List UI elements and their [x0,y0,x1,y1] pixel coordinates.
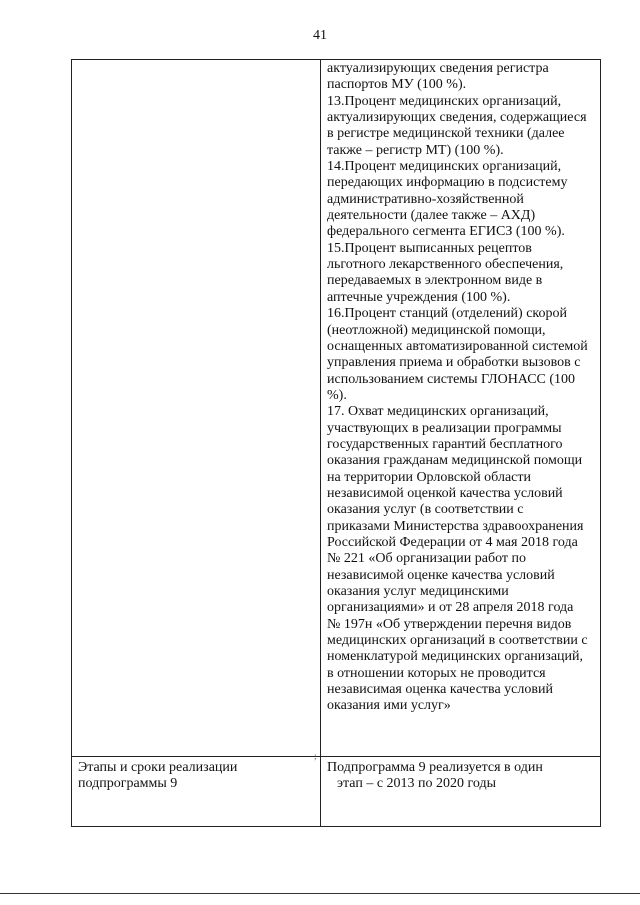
indicator-line: участвующих в реализации программы [327,420,562,436]
page-number: 41 [313,28,327,43]
scan-artifact-mark: ; [314,751,317,761]
stages-label-line: подпрограммы 9 [78,776,178,792]
indicator-line: на территории Орловской области [327,469,531,485]
stages-value-line: Подпрограмма 9 реализуется в один [327,760,543,775]
indicator-line: в регистре медицинской техники (далее [327,126,565,142]
table-cell-stages-label [72,757,321,827]
indicator-line: %). [327,387,347,403]
indicator-line: (неотложной) медицинской помощи, [327,322,546,338]
indicator-line: медицинских организаций в соответствии с [327,633,588,649]
indicator-line: 17. Охват медицинских организаций, [327,404,549,420]
stages-label-line: Этапы и сроки реализации [78,760,238,775]
indicator-line: федерального сегмента ЕГИСЗ (100 %). [327,224,565,240]
indicator-line: организациями» и от 28 апреля 2018 года [327,600,574,616]
indicator-line: государственных гарантий бесплатного [327,436,563,452]
indicator-line: передающих информацию в подсистему [327,175,568,191]
table-row-stages [72,757,601,827]
stages-value-text [321,757,600,793]
indicator-line: паспортов МУ (100 %). [327,77,467,93]
indicator-line: актуализирующих сведения регистра [327,61,549,76]
indicator-line: оказания услуг (в соответствии с [327,502,524,518]
indicator-line: независимая оценка качества условий [327,682,553,698]
stages-value-line: этап – с 2013 по 2020 годы [337,776,497,792]
indicator-line: управления приема и обработки вызовов с [327,355,581,371]
indicator-line: актуализирующих сведения, содержащиеся [327,110,587,126]
indicator-line: в отношении которых не проводится [327,665,546,681]
indicator-line: независимой оценке качества условий [327,567,555,583]
indicators-text [321,60,600,715]
indicator-line: номенклатурой медицинских организаций, [327,649,584,665]
indicator-line: использованием системы ГЛОНАСС (100 [327,371,576,387]
indicator-line: также – регистр МТ) (100 %). [327,142,504,158]
indicator-line: Российской Федерации от 4 мая 2018 года [327,534,578,550]
indicator-line: № 221 «Об организации работ по [327,551,527,567]
table-cell-indicators [321,60,601,757]
indicator-line: льготного лекарственного обеспечения, [327,257,564,273]
indicator-line: оказания ими услуг» [327,698,451,714]
indicator-line: оказания гражданам медицинской помощи [327,453,583,469]
indicator-line: № 197н «Об утверждении перечня видов [327,616,572,632]
scan-edge-line [0,893,640,894]
indicator-line: приказами Министерства здравоохранения [327,518,584,534]
indicator-line: передаваемых в электронном виде в [327,273,543,289]
indicator-line: деятельности (далее также – АХД) [327,208,536,224]
indicator-line: 13.Процент медицинских организаций, [327,93,562,109]
table-cell-left-empty [72,60,321,757]
indicator-line: административно-хозяйственной [327,191,524,207]
indicator-line: 16.Процент станций (отделений) скорой [327,306,567,322]
stages-label-text [72,757,320,793]
indicator-line: 15.Процент выписанных рецептов [327,240,532,256]
indicator-line: аптечные учреждения (100 %). [327,289,511,305]
document-table [71,59,601,827]
indicator-line: оказания услуг медицинскими [327,584,509,599]
cell-text [72,60,320,63]
table-cell-stages-value [321,757,601,827]
indicator-line: независимой оценкой качества условий [327,485,563,501]
indicator-line: 14.Процент медицинских организаций, [327,159,562,175]
indicator-line: оснащенных автоматизированной системой [327,338,588,354]
table-row-indicators [72,60,601,757]
